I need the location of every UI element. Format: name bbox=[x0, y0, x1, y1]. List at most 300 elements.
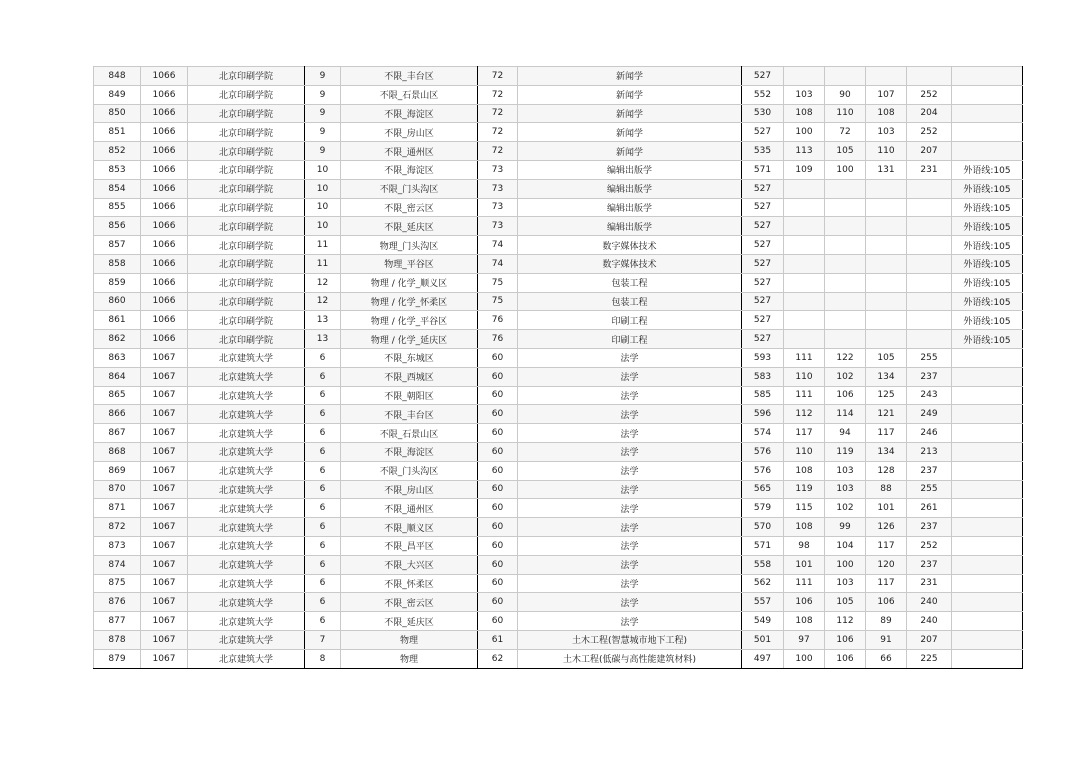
cell-major-code[interactable]: 60 bbox=[478, 367, 518, 386]
cell-total-score[interactable]: 527 bbox=[742, 254, 784, 273]
cell-total-score[interactable]: 549 bbox=[742, 612, 784, 631]
cell-school-name[interactable]: 北京建筑大学 bbox=[188, 461, 305, 480]
cell-note[interactable] bbox=[952, 386, 1023, 405]
cell-note[interactable]: 外语线:105 bbox=[952, 217, 1023, 236]
cell-subject-requirement[interactable]: 不限_延庆区 bbox=[341, 217, 478, 236]
cell-score-composite[interactable] bbox=[907, 292, 952, 311]
cell-school-name[interactable]: 北京印刷学院 bbox=[188, 142, 305, 161]
cell-total-score[interactable]: 527 bbox=[742, 198, 784, 217]
cell-major-name[interactable]: 新闻学 bbox=[518, 104, 742, 123]
cell-row-number[interactable]: 866 bbox=[94, 405, 141, 424]
cell-score-chinese[interactable]: 108 bbox=[784, 612, 825, 631]
cell-subject-requirement[interactable]: 不限_延庆区 bbox=[341, 612, 478, 631]
cell-note[interactable] bbox=[952, 461, 1023, 480]
cell-score-math[interactable]: 106 bbox=[825, 386, 866, 405]
cell-row-number[interactable]: 861 bbox=[94, 311, 141, 330]
cell-note[interactable] bbox=[952, 142, 1023, 161]
cell-school-code[interactable]: 1066 bbox=[141, 236, 188, 255]
cell-school-code[interactable]: 1067 bbox=[141, 574, 188, 593]
cell-note[interactable] bbox=[952, 85, 1023, 104]
cell-score-chinese[interactable]: 112 bbox=[784, 405, 825, 424]
cell-score-chinese[interactable]: 100 bbox=[784, 649, 825, 668]
cell-row-number[interactable]: 877 bbox=[94, 612, 141, 631]
cell-row-number[interactable]: 848 bbox=[94, 67, 141, 86]
cell-major-name[interactable]: 编辑出版学 bbox=[518, 217, 742, 236]
cell-major-name[interactable]: 土木工程(智慧城市地下工程) bbox=[518, 630, 742, 649]
cell-group-code[interactable]: 10 bbox=[305, 160, 341, 179]
cell-score-composite[interactable] bbox=[907, 179, 952, 198]
cell-total-score[interactable]: 593 bbox=[742, 348, 784, 367]
cell-school-name[interactable]: 北京建筑大学 bbox=[188, 442, 305, 461]
cell-score-math[interactable]: 102 bbox=[825, 499, 866, 518]
cell-total-score[interactable]: 527 bbox=[742, 67, 784, 86]
cell-score-chinese[interactable]: 117 bbox=[784, 424, 825, 443]
cell-score-chinese[interactable]: 115 bbox=[784, 499, 825, 518]
cell-school-code[interactable]: 1067 bbox=[141, 367, 188, 386]
cell-score-math[interactable] bbox=[825, 330, 866, 349]
cell-school-name[interactable]: 北京印刷学院 bbox=[188, 311, 305, 330]
cell-group-code[interactable]: 13 bbox=[305, 311, 341, 330]
cell-total-score[interactable]: 585 bbox=[742, 386, 784, 405]
cell-school-name[interactable]: 北京建筑大学 bbox=[188, 649, 305, 668]
cell-score-chinese[interactable]: 101 bbox=[784, 555, 825, 574]
cell-subject-requirement[interactable]: 不限_西城区 bbox=[341, 367, 478, 386]
cell-score-composite[interactable]: 237 bbox=[907, 461, 952, 480]
cell-score-math[interactable]: 103 bbox=[825, 461, 866, 480]
cell-note[interactable] bbox=[952, 104, 1023, 123]
cell-score-chinese[interactable]: 109 bbox=[784, 160, 825, 179]
cell-major-code[interactable]: 60 bbox=[478, 442, 518, 461]
cell-school-code[interactable]: 1066 bbox=[141, 292, 188, 311]
cell-note[interactable] bbox=[952, 574, 1023, 593]
cell-subject-requirement[interactable]: 物理_平谷区 bbox=[341, 254, 478, 273]
cell-score-composite[interactable]: 237 bbox=[907, 367, 952, 386]
cell-score-math[interactable]: 100 bbox=[825, 555, 866, 574]
cell-score-math[interactable]: 105 bbox=[825, 593, 866, 612]
cell-total-score[interactable]: 583 bbox=[742, 367, 784, 386]
cell-score-foreign[interactable]: 131 bbox=[866, 160, 907, 179]
cell-total-score[interactable]: 558 bbox=[742, 555, 784, 574]
cell-subject-requirement[interactable]: 不限_东城区 bbox=[341, 348, 478, 367]
cell-score-math[interactable] bbox=[825, 273, 866, 292]
cell-row-number[interactable]: 862 bbox=[94, 330, 141, 349]
cell-total-score[interactable]: 576 bbox=[742, 442, 784, 461]
cell-row-number[interactable]: 865 bbox=[94, 386, 141, 405]
cell-score-foreign[interactable] bbox=[866, 217, 907, 236]
cell-score-math[interactable] bbox=[825, 179, 866, 198]
cell-row-number[interactable]: 870 bbox=[94, 480, 141, 499]
cell-subject-requirement[interactable]: 不限_朝阳区 bbox=[341, 386, 478, 405]
cell-group-code[interactable]: 6 bbox=[305, 405, 341, 424]
cell-school-name[interactable]: 北京建筑大学 bbox=[188, 555, 305, 574]
cell-group-code[interactable]: 6 bbox=[305, 612, 341, 631]
cell-total-score[interactable]: 557 bbox=[742, 593, 784, 612]
cell-school-name[interactable]: 北京建筑大学 bbox=[188, 424, 305, 443]
cell-school-name[interactable]: 北京建筑大学 bbox=[188, 593, 305, 612]
cell-subject-requirement[interactable]: 不限_海淀区 bbox=[341, 104, 478, 123]
cell-score-composite[interactable]: 231 bbox=[907, 574, 952, 593]
cell-major-code[interactable]: 76 bbox=[478, 311, 518, 330]
cell-subject-requirement[interactable]: 不限_门头沟区 bbox=[341, 179, 478, 198]
cell-score-foreign[interactable]: 134 bbox=[866, 367, 907, 386]
cell-subject-requirement[interactable]: 物理 / 化学_怀柔区 bbox=[341, 292, 478, 311]
cell-major-name[interactable]: 土木工程(低碳与高性能建筑材料) bbox=[518, 649, 742, 668]
cell-school-code[interactable]: 1066 bbox=[141, 179, 188, 198]
cell-school-name[interactable]: 北京建筑大学 bbox=[188, 518, 305, 537]
cell-major-code[interactable]: 75 bbox=[478, 292, 518, 311]
cell-score-chinese[interactable] bbox=[784, 67, 825, 86]
cell-subject-requirement[interactable]: 物理_门头沟区 bbox=[341, 236, 478, 255]
cell-score-chinese[interactable]: 111 bbox=[784, 348, 825, 367]
cell-score-math[interactable]: 106 bbox=[825, 649, 866, 668]
cell-major-code[interactable]: 60 bbox=[478, 536, 518, 555]
cell-score-foreign[interactable] bbox=[866, 67, 907, 86]
cell-row-number[interactable]: 855 bbox=[94, 198, 141, 217]
cell-note[interactable]: 外语线:105 bbox=[952, 179, 1023, 198]
cell-row-number[interactable]: 869 bbox=[94, 461, 141, 480]
cell-group-code[interactable]: 6 bbox=[305, 348, 341, 367]
cell-note[interactable] bbox=[952, 518, 1023, 537]
cell-score-composite[interactable]: 252 bbox=[907, 123, 952, 142]
cell-school-name[interactable]: 北京建筑大学 bbox=[188, 367, 305, 386]
cell-major-code[interactable]: 60 bbox=[478, 593, 518, 612]
cell-score-composite[interactable] bbox=[907, 217, 952, 236]
cell-subject-requirement[interactable]: 物理 bbox=[341, 649, 478, 668]
cell-note[interactable]: 外语线:105 bbox=[952, 273, 1023, 292]
cell-score-composite[interactable]: 225 bbox=[907, 649, 952, 668]
cell-group-code[interactable]: 6 bbox=[305, 499, 341, 518]
cell-score-composite[interactable]: 243 bbox=[907, 386, 952, 405]
cell-score-math[interactable] bbox=[825, 217, 866, 236]
cell-score-composite[interactable]: 237 bbox=[907, 555, 952, 574]
cell-major-name[interactable]: 法学 bbox=[518, 574, 742, 593]
cell-score-math[interactable] bbox=[825, 254, 866, 273]
cell-group-code[interactable]: 8 bbox=[305, 649, 341, 668]
cell-school-code[interactable]: 1066 bbox=[141, 160, 188, 179]
cell-score-chinese[interactable] bbox=[784, 292, 825, 311]
cell-major-code[interactable]: 60 bbox=[478, 499, 518, 518]
cell-total-score[interactable]: 527 bbox=[742, 292, 784, 311]
cell-note[interactable] bbox=[952, 405, 1023, 424]
cell-score-math[interactable]: 100 bbox=[825, 160, 866, 179]
cell-score-math[interactable]: 103 bbox=[825, 574, 866, 593]
cell-score-foreign[interactable]: 126 bbox=[866, 518, 907, 537]
cell-school-code[interactable]: 1066 bbox=[141, 198, 188, 217]
cell-score-chinese[interactable]: 108 bbox=[784, 104, 825, 123]
cell-school-code[interactable]: 1067 bbox=[141, 348, 188, 367]
cell-score-composite[interactable]: 249 bbox=[907, 405, 952, 424]
cell-major-name[interactable]: 印刷工程 bbox=[518, 311, 742, 330]
cell-subject-requirement[interactable]: 不限_海淀区 bbox=[341, 442, 478, 461]
cell-row-number[interactable]: 857 bbox=[94, 236, 141, 255]
cell-major-code[interactable]: 72 bbox=[478, 67, 518, 86]
cell-major-code[interactable]: 73 bbox=[478, 217, 518, 236]
cell-subject-requirement[interactable]: 物理 / 化学_平谷区 bbox=[341, 311, 478, 330]
cell-major-name[interactable]: 法学 bbox=[518, 348, 742, 367]
cell-score-foreign[interactable]: 105 bbox=[866, 348, 907, 367]
cell-row-number[interactable]: 875 bbox=[94, 574, 141, 593]
cell-group-code[interactable]: 12 bbox=[305, 273, 341, 292]
cell-subject-requirement[interactable]: 不限_怀柔区 bbox=[341, 574, 478, 593]
cell-total-score[interactable]: 565 bbox=[742, 480, 784, 499]
cell-score-chinese[interactable] bbox=[784, 236, 825, 255]
cell-major-name[interactable]: 法学 bbox=[518, 424, 742, 443]
cell-note[interactable] bbox=[952, 480, 1023, 499]
cell-major-code[interactable]: 72 bbox=[478, 123, 518, 142]
cell-total-score[interactable]: 501 bbox=[742, 630, 784, 649]
cell-score-foreign[interactable]: 110 bbox=[866, 142, 907, 161]
cell-group-code[interactable]: 6 bbox=[305, 536, 341, 555]
cell-major-code[interactable]: 73 bbox=[478, 179, 518, 198]
cell-major-code[interactable]: 62 bbox=[478, 649, 518, 668]
cell-score-chinese[interactable] bbox=[784, 273, 825, 292]
cell-score-composite[interactable]: 252 bbox=[907, 85, 952, 104]
cell-note[interactable]: 外语线:105 bbox=[952, 254, 1023, 273]
cell-major-name[interactable]: 新闻学 bbox=[518, 67, 742, 86]
cell-subject-requirement[interactable]: 物理 / 化学_延庆区 bbox=[341, 330, 478, 349]
cell-total-score[interactable]: 574 bbox=[742, 424, 784, 443]
cell-row-number[interactable]: 874 bbox=[94, 555, 141, 574]
cell-score-foreign[interactable] bbox=[866, 273, 907, 292]
cell-major-code[interactable]: 74 bbox=[478, 254, 518, 273]
cell-score-foreign[interactable] bbox=[866, 236, 907, 255]
cell-note[interactable] bbox=[952, 67, 1023, 86]
cell-score-composite[interactable]: 261 bbox=[907, 499, 952, 518]
cell-score-chinese[interactable]: 97 bbox=[784, 630, 825, 649]
cell-major-name[interactable]: 包装工程 bbox=[518, 273, 742, 292]
cell-total-score[interactable]: 570 bbox=[742, 518, 784, 537]
cell-score-math[interactable]: 112 bbox=[825, 612, 866, 631]
cell-score-composite[interactable]: 231 bbox=[907, 160, 952, 179]
cell-subject-requirement[interactable]: 不限_顺义区 bbox=[341, 518, 478, 537]
cell-subject-requirement[interactable]: 不限_石景山区 bbox=[341, 424, 478, 443]
cell-row-number[interactable]: 872 bbox=[94, 518, 141, 537]
cell-total-score[interactable]: 527 bbox=[742, 330, 784, 349]
cell-major-code[interactable]: 60 bbox=[478, 518, 518, 537]
cell-group-code[interactable]: 11 bbox=[305, 236, 341, 255]
cell-note[interactable] bbox=[952, 536, 1023, 555]
cell-major-name[interactable]: 法学 bbox=[518, 461, 742, 480]
cell-school-code[interactable]: 1067 bbox=[141, 536, 188, 555]
cell-group-code[interactable]: 6 bbox=[305, 574, 341, 593]
cell-score-foreign[interactable]: 66 bbox=[866, 649, 907, 668]
cell-major-name[interactable]: 印刷工程 bbox=[518, 330, 742, 349]
cell-note[interactable]: 外语线:105 bbox=[952, 160, 1023, 179]
cell-total-score[interactable]: 562 bbox=[742, 574, 784, 593]
cell-score-chinese[interactable]: 113 bbox=[784, 142, 825, 161]
cell-subject-requirement[interactable]: 不限_门头沟区 bbox=[341, 461, 478, 480]
cell-subject-requirement[interactable]: 不限_通州区 bbox=[341, 499, 478, 518]
cell-major-name[interactable]: 包装工程 bbox=[518, 292, 742, 311]
cell-score-foreign[interactable]: 91 bbox=[866, 630, 907, 649]
cell-score-composite[interactable] bbox=[907, 236, 952, 255]
cell-total-score[interactable]: 527 bbox=[742, 217, 784, 236]
cell-score-math[interactable] bbox=[825, 292, 866, 311]
cell-score-math[interactable] bbox=[825, 198, 866, 217]
cell-score-composite[interactable]: 207 bbox=[907, 142, 952, 161]
cell-major-name[interactable]: 法学 bbox=[518, 536, 742, 555]
cell-score-foreign[interactable]: 117 bbox=[866, 424, 907, 443]
cell-score-foreign[interactable]: 88 bbox=[866, 480, 907, 499]
cell-school-code[interactable]: 1067 bbox=[141, 499, 188, 518]
cell-school-code[interactable]: 1067 bbox=[141, 442, 188, 461]
cell-major-code[interactable]: 60 bbox=[478, 386, 518, 405]
cell-score-math[interactable]: 114 bbox=[825, 405, 866, 424]
cell-row-number[interactable]: 879 bbox=[94, 649, 141, 668]
cell-school-name[interactable]: 北京建筑大学 bbox=[188, 630, 305, 649]
cell-major-name[interactable]: 编辑出版学 bbox=[518, 160, 742, 179]
cell-group-code[interactable]: 10 bbox=[305, 217, 341, 236]
cell-group-code[interactable]: 10 bbox=[305, 198, 341, 217]
cell-major-name[interactable]: 数字媒体技术 bbox=[518, 254, 742, 273]
cell-school-code[interactable]: 1066 bbox=[141, 217, 188, 236]
cell-note[interactable]: 外语线:105 bbox=[952, 330, 1023, 349]
cell-school-name[interactable]: 北京建筑大学 bbox=[188, 386, 305, 405]
cell-score-chinese[interactable] bbox=[784, 179, 825, 198]
cell-score-math[interactable]: 103 bbox=[825, 480, 866, 499]
cell-score-chinese[interactable] bbox=[784, 311, 825, 330]
cell-score-math[interactable]: 119 bbox=[825, 442, 866, 461]
cell-total-score[interactable]: 527 bbox=[742, 311, 784, 330]
cell-note[interactable] bbox=[952, 348, 1023, 367]
cell-group-code[interactable]: 6 bbox=[305, 461, 341, 480]
cell-group-code[interactable]: 9 bbox=[305, 67, 341, 86]
cell-score-math[interactable]: 104 bbox=[825, 536, 866, 555]
cell-major-code[interactable]: 74 bbox=[478, 236, 518, 255]
cell-score-math[interactable]: 122 bbox=[825, 348, 866, 367]
cell-note[interactable]: 外语线:105 bbox=[952, 292, 1023, 311]
cell-score-composite[interactable]: 255 bbox=[907, 480, 952, 499]
cell-major-code[interactable]: 60 bbox=[478, 574, 518, 593]
cell-score-chinese[interactable]: 98 bbox=[784, 536, 825, 555]
cell-school-name[interactable]: 北京印刷学院 bbox=[188, 330, 305, 349]
cell-subject-requirement[interactable]: 不限_密云区 bbox=[341, 593, 478, 612]
cell-total-score[interactable]: 596 bbox=[742, 405, 784, 424]
cell-score-foreign[interactable] bbox=[866, 311, 907, 330]
cell-row-number[interactable]: 856 bbox=[94, 217, 141, 236]
cell-score-composite[interactable]: 255 bbox=[907, 348, 952, 367]
cell-group-code[interactable]: 6 bbox=[305, 367, 341, 386]
cell-major-name[interactable]: 法学 bbox=[518, 612, 742, 631]
cell-school-name[interactable]: 北京建筑大学 bbox=[188, 499, 305, 518]
cell-school-code[interactable]: 1067 bbox=[141, 555, 188, 574]
cell-subject-requirement[interactable]: 物理 / 化学_顺义区 bbox=[341, 273, 478, 292]
cell-subject-requirement[interactable]: 物理 bbox=[341, 630, 478, 649]
cell-major-code[interactable]: 60 bbox=[478, 348, 518, 367]
cell-score-foreign[interactable] bbox=[866, 179, 907, 198]
cell-major-name[interactable]: 编辑出版学 bbox=[518, 179, 742, 198]
cell-score-foreign[interactable]: 125 bbox=[866, 386, 907, 405]
cell-score-foreign[interactable]: 107 bbox=[866, 85, 907, 104]
cell-score-chinese[interactable]: 111 bbox=[784, 574, 825, 593]
cell-note[interactable] bbox=[952, 649, 1023, 668]
cell-subject-requirement[interactable]: 不限_房山区 bbox=[341, 123, 478, 142]
cell-row-number[interactable]: 853 bbox=[94, 160, 141, 179]
cell-school-code[interactable]: 1067 bbox=[141, 405, 188, 424]
cell-score-composite[interactable]: 252 bbox=[907, 536, 952, 555]
cell-row-number[interactable]: 850 bbox=[94, 104, 141, 123]
cell-school-code[interactable]: 1067 bbox=[141, 630, 188, 649]
cell-school-name[interactable]: 北京建筑大学 bbox=[188, 612, 305, 631]
cell-school-name[interactable]: 北京印刷学院 bbox=[188, 179, 305, 198]
cell-school-code[interactable]: 1067 bbox=[141, 424, 188, 443]
cell-major-code[interactable]: 76 bbox=[478, 330, 518, 349]
cell-score-chinese[interactable]: 110 bbox=[784, 442, 825, 461]
cell-score-composite[interactable]: 240 bbox=[907, 593, 952, 612]
cell-score-composite[interactable] bbox=[907, 254, 952, 273]
cell-row-number[interactable]: 851 bbox=[94, 123, 141, 142]
cell-score-composite[interactable]: 204 bbox=[907, 104, 952, 123]
cell-total-score[interactable]: 571 bbox=[742, 536, 784, 555]
cell-group-code[interactable]: 6 bbox=[305, 442, 341, 461]
cell-school-code[interactable]: 1066 bbox=[141, 104, 188, 123]
cell-score-foreign[interactable]: 106 bbox=[866, 593, 907, 612]
cell-score-foreign[interactable]: 108 bbox=[866, 104, 907, 123]
cell-score-chinese[interactable] bbox=[784, 330, 825, 349]
cell-score-math[interactable]: 110 bbox=[825, 104, 866, 123]
cell-score-chinese[interactable]: 111 bbox=[784, 386, 825, 405]
cell-score-foreign[interactable]: 101 bbox=[866, 499, 907, 518]
cell-score-chinese[interactable]: 106 bbox=[784, 593, 825, 612]
cell-total-score[interactable]: 535 bbox=[742, 142, 784, 161]
cell-note[interactable]: 外语线:105 bbox=[952, 198, 1023, 217]
cell-major-code[interactable]: 72 bbox=[478, 142, 518, 161]
cell-score-math[interactable] bbox=[825, 311, 866, 330]
cell-note[interactable] bbox=[952, 442, 1023, 461]
cell-score-chinese[interactable]: 103 bbox=[784, 85, 825, 104]
cell-score-chinese[interactable] bbox=[784, 217, 825, 236]
cell-score-composite[interactable]: 246 bbox=[907, 424, 952, 443]
cell-group-code[interactable]: 6 bbox=[305, 593, 341, 612]
cell-major-code[interactable]: 60 bbox=[478, 480, 518, 499]
cell-total-score[interactable]: 527 bbox=[742, 273, 784, 292]
cell-row-number[interactable]: 876 bbox=[94, 593, 141, 612]
cell-score-foreign[interactable]: 128 bbox=[866, 461, 907, 480]
cell-note[interactable] bbox=[952, 630, 1023, 649]
cell-school-code[interactable]: 1067 bbox=[141, 518, 188, 537]
cell-major-name[interactable]: 法学 bbox=[518, 555, 742, 574]
cell-school-code[interactable]: 1067 bbox=[141, 461, 188, 480]
cell-major-code[interactable]: 60 bbox=[478, 461, 518, 480]
cell-score-chinese[interactable]: 119 bbox=[784, 480, 825, 499]
cell-major-code[interactable]: 72 bbox=[478, 85, 518, 104]
cell-major-code[interactable]: 60 bbox=[478, 555, 518, 574]
cell-school-name[interactable]: 北京印刷学院 bbox=[188, 198, 305, 217]
cell-subject-requirement[interactable]: 不限_通州区 bbox=[341, 142, 478, 161]
cell-score-composite[interactable] bbox=[907, 198, 952, 217]
cell-score-foreign[interactable]: 103 bbox=[866, 123, 907, 142]
cell-school-name[interactable]: 北京建筑大学 bbox=[188, 348, 305, 367]
cell-note[interactable] bbox=[952, 123, 1023, 142]
cell-major-name[interactable]: 新闻学 bbox=[518, 123, 742, 142]
cell-score-chinese[interactable]: 108 bbox=[784, 518, 825, 537]
cell-major-name[interactable]: 法学 bbox=[518, 480, 742, 499]
cell-score-foreign[interactable]: 120 bbox=[866, 555, 907, 574]
cell-score-foreign[interactable] bbox=[866, 292, 907, 311]
cell-score-composite[interactable]: 213 bbox=[907, 442, 952, 461]
cell-subject-requirement[interactable]: 不限_房山区 bbox=[341, 480, 478, 499]
cell-group-code[interactable]: 9 bbox=[305, 142, 341, 161]
cell-row-number[interactable]: 860 bbox=[94, 292, 141, 311]
cell-total-score[interactable]: 497 bbox=[742, 649, 784, 668]
cell-school-name[interactable]: 北京印刷学院 bbox=[188, 104, 305, 123]
cell-score-composite[interactable]: 237 bbox=[907, 518, 952, 537]
cell-note[interactable] bbox=[952, 612, 1023, 631]
cell-score-foreign[interactable] bbox=[866, 254, 907, 273]
cell-major-code[interactable]: 72 bbox=[478, 104, 518, 123]
cell-group-code[interactable]: 6 bbox=[305, 518, 341, 537]
cell-score-chinese[interactable]: 110 bbox=[784, 367, 825, 386]
